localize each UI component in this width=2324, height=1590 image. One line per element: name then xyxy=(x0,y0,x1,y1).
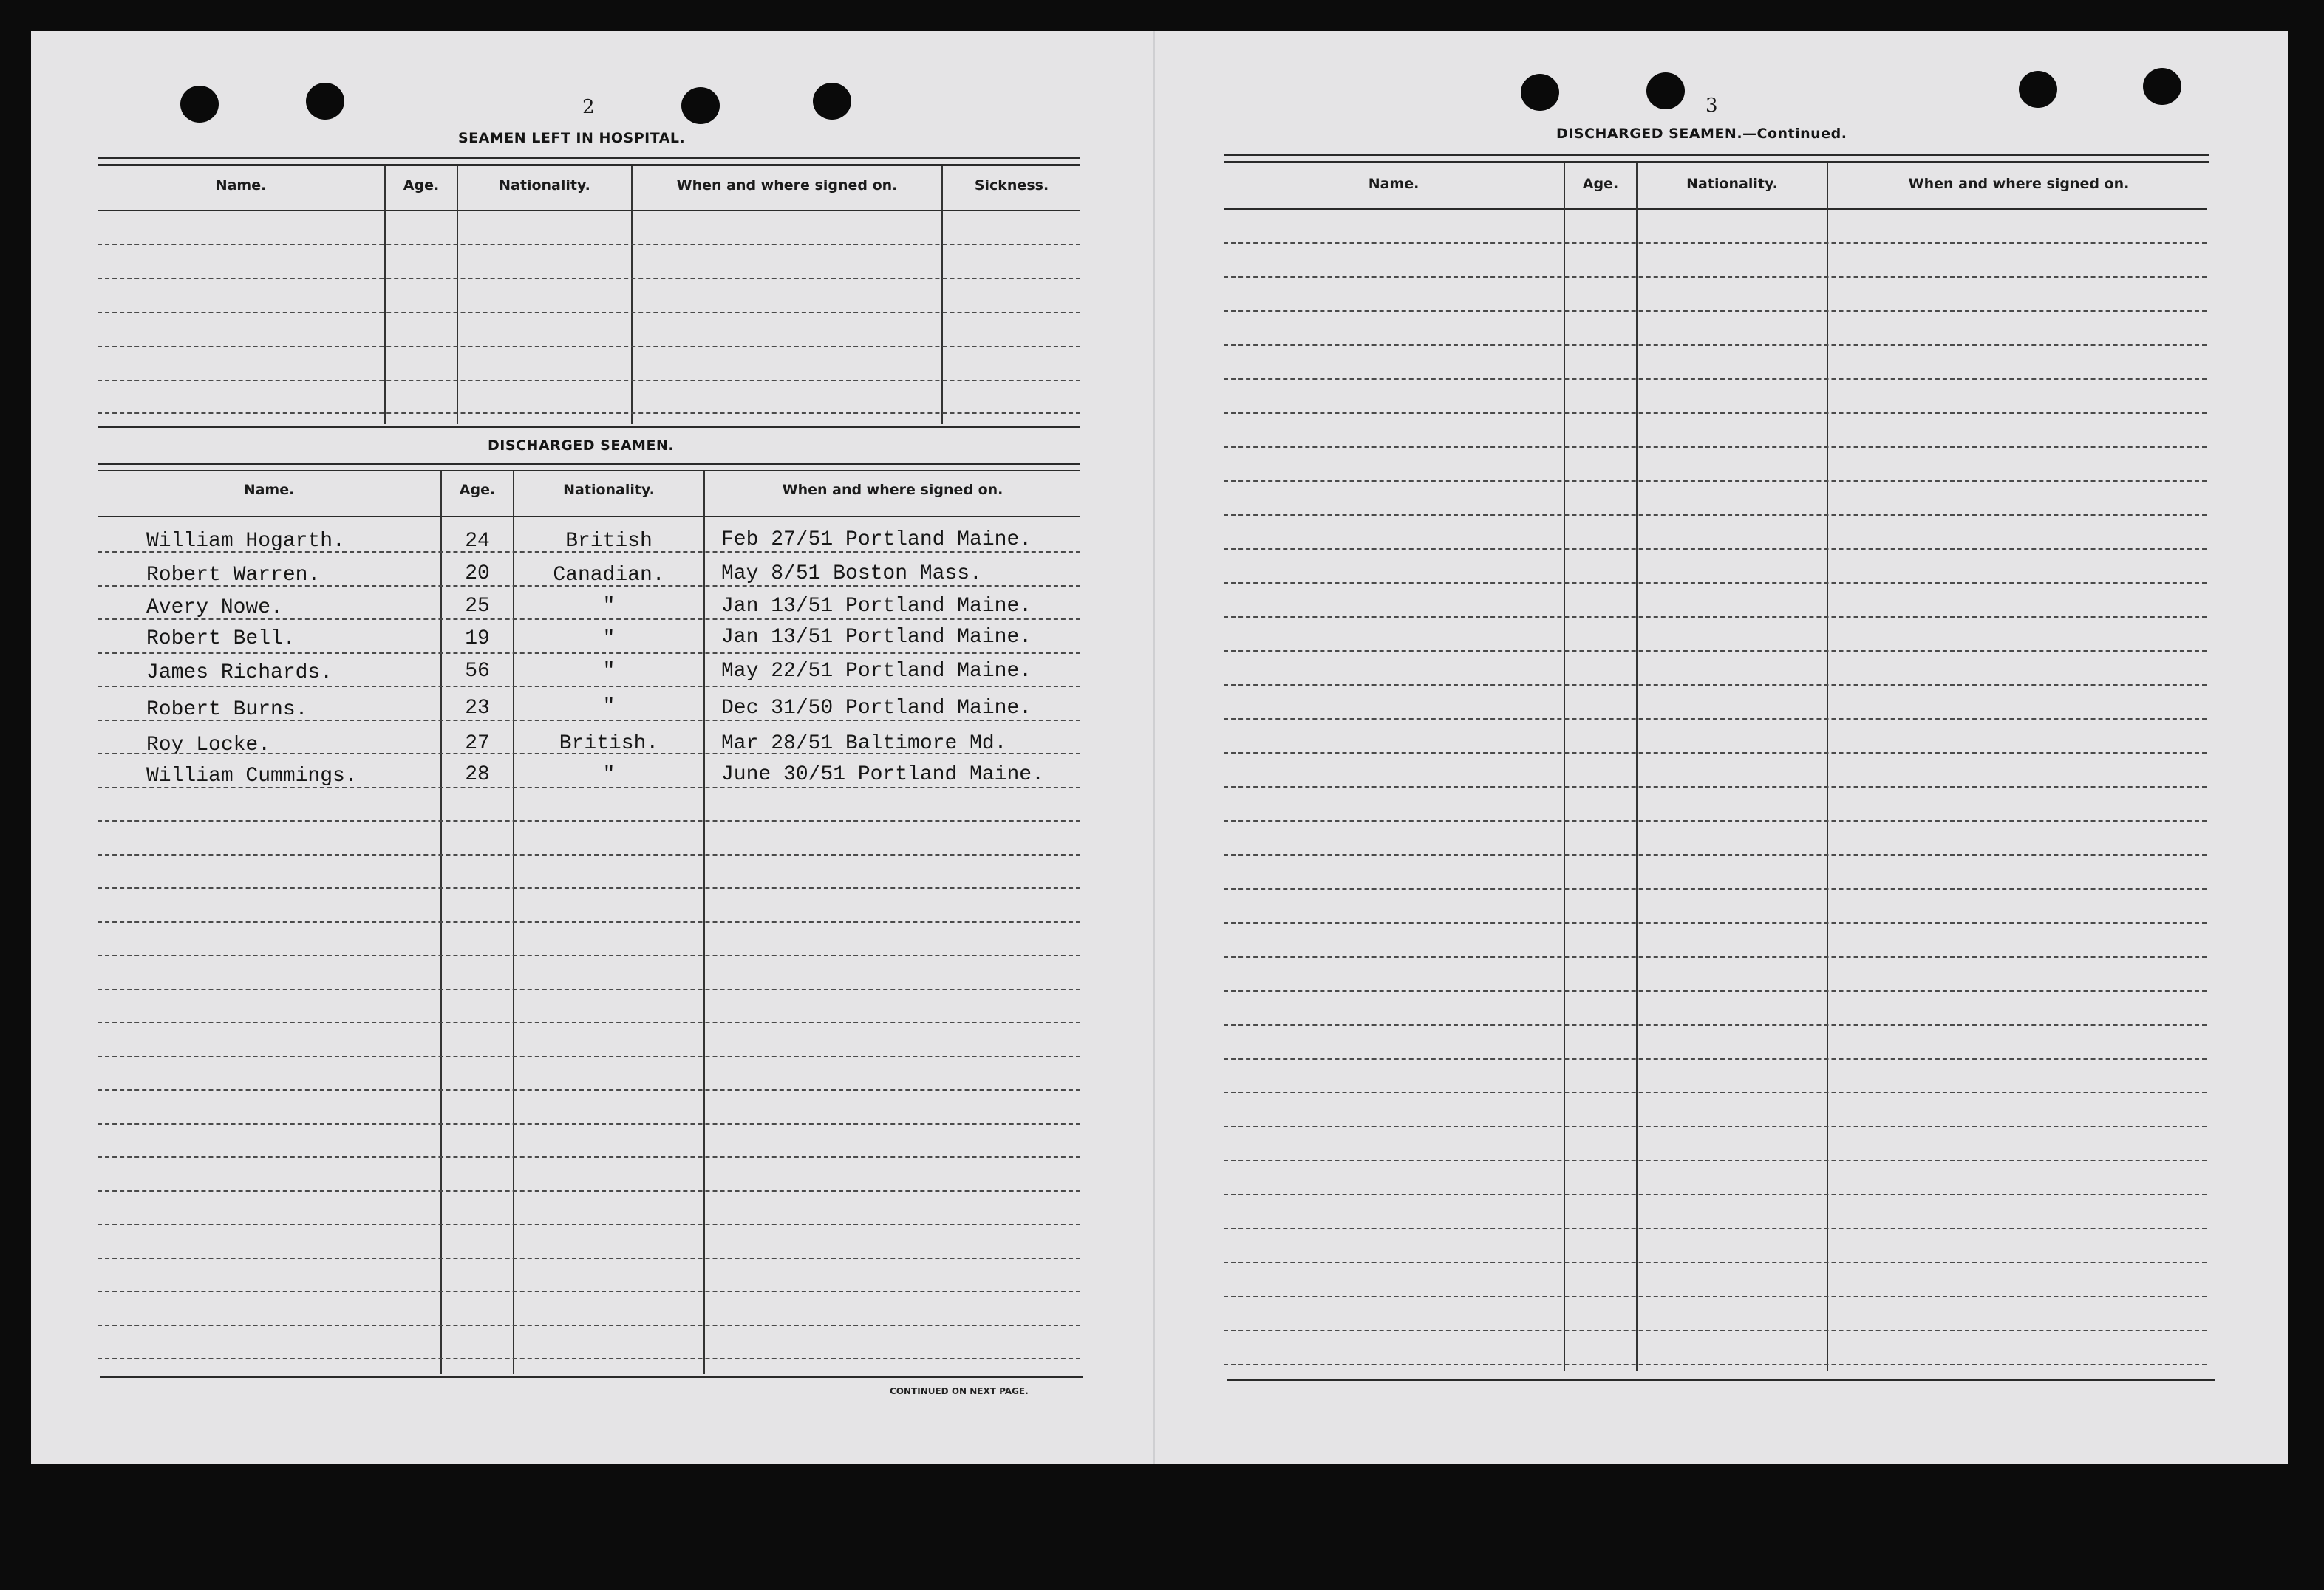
ruled-line xyxy=(1224,1228,2207,1229)
section-rule xyxy=(1224,161,2209,163)
discharged-section-title: DISCHARGED SEAMEN. xyxy=(488,437,675,454)
seaman-signed-on: Mar 28/51 Baltimore Md. xyxy=(721,732,1007,755)
seaman-age: 25 xyxy=(465,595,490,618)
punch-hole xyxy=(1521,74,1559,111)
ruled-line xyxy=(98,787,1080,788)
section-rule xyxy=(98,164,1080,166)
ruled-line xyxy=(1224,310,2207,312)
seaman-signed-on: Dec 31/50 Portland Maine. xyxy=(721,697,1032,720)
column-header: Nationality. xyxy=(499,177,590,194)
ruled-line xyxy=(98,1156,1080,1158)
ruled-line xyxy=(98,585,1080,587)
column-divider xyxy=(631,166,633,424)
seaman-signed-on: May 8/51 Boston Mass. xyxy=(721,562,982,585)
seaman-nationality: " xyxy=(602,660,616,683)
seaman-signed-on: Jan 13/51 Portland Maine. xyxy=(721,595,1032,618)
column-header: Nationality. xyxy=(563,482,655,498)
punch-hole xyxy=(1646,72,1685,109)
ruled-line xyxy=(98,1022,1080,1023)
column-header: Name. xyxy=(243,482,295,498)
document-sheet xyxy=(31,31,2288,1464)
ruled-line xyxy=(1224,956,2207,958)
ruled-line xyxy=(1224,684,2207,686)
seaman-name: Robert Bell. xyxy=(146,627,296,650)
column-header: Name. xyxy=(215,177,267,194)
ruled-line xyxy=(1224,242,2207,244)
page-number: 2 xyxy=(582,96,595,118)
section-rule xyxy=(1224,154,2209,156)
seaman-age: 24 xyxy=(465,530,490,553)
punch-hole xyxy=(306,83,344,120)
ruled-line xyxy=(98,652,1080,654)
ruled-line xyxy=(1224,276,2207,278)
hospital-section-title: SEAMEN LEFT IN HOSPITAL. xyxy=(458,130,686,146)
ruled-line xyxy=(98,618,1080,620)
ruled-line xyxy=(98,1325,1080,1326)
table-bottom-rule xyxy=(100,1376,1083,1378)
ruled-line xyxy=(1224,718,2207,720)
seaman-nationality: " xyxy=(602,763,616,786)
continued-note: CONTINUED ON NEXT PAGE. xyxy=(890,1386,1029,1396)
ruled-line xyxy=(1224,1126,2207,1127)
ruled-line xyxy=(1224,344,2207,346)
column-divider xyxy=(941,166,943,424)
column-header: Age. xyxy=(1582,176,1619,192)
seaman-name: Avery Nowe. xyxy=(146,596,283,619)
column-header: Nationality. xyxy=(1686,176,1778,192)
seaman-nationality: " xyxy=(602,627,616,650)
ruled-line xyxy=(98,686,1080,687)
punch-hole xyxy=(2143,68,2181,105)
ruled-line xyxy=(98,955,1080,956)
seaman-signed-on: May 22/51 Portland Maine. xyxy=(721,660,1032,683)
column-header: Age. xyxy=(403,177,440,194)
header-rule xyxy=(98,210,1080,211)
ruled-line xyxy=(1224,1330,2207,1331)
header-rule xyxy=(1224,208,2207,210)
seaman-nationality: British. xyxy=(559,732,659,755)
seaman-nationality: " xyxy=(602,695,616,718)
ruled-line xyxy=(1224,820,2207,822)
seaman-age: 28 xyxy=(465,763,490,786)
ruled-line xyxy=(98,1358,1080,1359)
section-rule xyxy=(98,463,1080,465)
table-bottom-rule xyxy=(1227,1379,2215,1381)
seaman-signed-on: June 30/51 Portland Maine. xyxy=(721,763,1044,786)
ruled-line xyxy=(1224,1058,2207,1060)
ruled-line xyxy=(98,887,1080,889)
seaman-name: James Richards. xyxy=(146,661,333,684)
ruled-line xyxy=(1224,990,2207,992)
ruled-line xyxy=(1224,650,2207,652)
ruled-line xyxy=(1224,752,2207,754)
column-divider xyxy=(384,166,386,424)
seaman-nationality: " xyxy=(602,595,616,618)
ruled-line xyxy=(98,753,1080,754)
seaman-name: William Hogarth. xyxy=(146,530,345,553)
ruled-line xyxy=(98,921,1080,923)
ruled-line xyxy=(98,820,1080,822)
ruled-line xyxy=(98,720,1080,721)
seaman-name: Roy Locke. xyxy=(146,734,271,757)
seaman-name: William Cummings. xyxy=(146,765,358,788)
blank-row xyxy=(98,312,1080,313)
seaman-age: 23 xyxy=(465,697,490,720)
ruled-line xyxy=(98,1291,1080,1292)
ruled-line xyxy=(1224,1160,2207,1161)
section-rule xyxy=(98,426,1080,428)
ruled-line xyxy=(1224,582,2207,584)
column-divider xyxy=(457,166,458,424)
ruled-line xyxy=(1224,1194,2207,1195)
seaman-name: Robert Burns. xyxy=(146,698,308,721)
seaman-nationality: British xyxy=(565,530,652,553)
seaman-age: 56 xyxy=(465,660,490,683)
seaman-name: Robert Warren. xyxy=(146,564,321,587)
ruled-line xyxy=(1224,378,2207,380)
ruled-line xyxy=(1224,1092,2207,1093)
blank-row xyxy=(98,380,1080,381)
section-rule xyxy=(98,470,1080,471)
discharged-continued-title: DISCHARGED SEAMEN.—Continued. xyxy=(1556,126,1847,142)
column-header: When and where signed on. xyxy=(676,177,898,194)
ruled-line xyxy=(98,1089,1080,1091)
ruled-line xyxy=(1224,548,2207,550)
ruled-line xyxy=(1224,786,2207,788)
ruled-line xyxy=(98,551,1080,553)
ruled-line xyxy=(98,1123,1080,1125)
ruled-line xyxy=(1224,1364,2207,1365)
ruled-line xyxy=(1224,1024,2207,1026)
seaman-signed-on: Jan 13/51 Portland Maine. xyxy=(721,626,1032,649)
ruled-line xyxy=(1224,412,2207,414)
ruled-line xyxy=(98,1056,1080,1057)
ruled-line xyxy=(1224,922,2207,924)
seaman-age: 19 xyxy=(465,627,490,650)
ruled-line xyxy=(98,854,1080,856)
ruled-line xyxy=(98,1258,1080,1259)
column-header: Age. xyxy=(459,482,496,498)
ruled-line xyxy=(1224,1296,2207,1297)
column-header: Name. xyxy=(1368,176,1420,192)
blank-row xyxy=(98,244,1080,245)
column-header: Sickness. xyxy=(974,177,1049,194)
column-divider xyxy=(703,471,705,1374)
page-number: 3 xyxy=(1705,95,1718,117)
column-header: When and where signed on. xyxy=(782,482,1003,498)
ruled-line xyxy=(1224,888,2207,890)
ruled-line xyxy=(1224,446,2207,448)
header-rule xyxy=(98,516,1080,517)
column-header: When and where signed on. xyxy=(1908,176,2130,192)
seaman-age: 27 xyxy=(465,732,490,755)
blank-row xyxy=(98,346,1080,347)
punch-hole xyxy=(180,86,219,123)
seaman-signed-on: Feb 27/51 Portland Maine. xyxy=(721,528,1032,551)
ruled-line xyxy=(1224,514,2207,516)
ruled-line xyxy=(1224,854,2207,856)
punch-hole xyxy=(2019,71,2057,108)
ruled-line xyxy=(98,1224,1080,1225)
ruled-line xyxy=(1224,616,2207,618)
seaman-age: 20 xyxy=(465,562,490,585)
ruled-line xyxy=(98,989,1080,990)
ruled-line xyxy=(98,1190,1080,1192)
blank-row xyxy=(98,412,1080,414)
punch-hole xyxy=(681,87,720,124)
blank-row xyxy=(98,278,1080,279)
punch-hole xyxy=(813,83,851,120)
seaman-nationality: Canadian. xyxy=(553,564,665,587)
page-fold xyxy=(1153,31,1155,1464)
ruled-line xyxy=(1224,480,2207,482)
section-rule xyxy=(98,157,1080,159)
ruled-line xyxy=(1224,1262,2207,1263)
